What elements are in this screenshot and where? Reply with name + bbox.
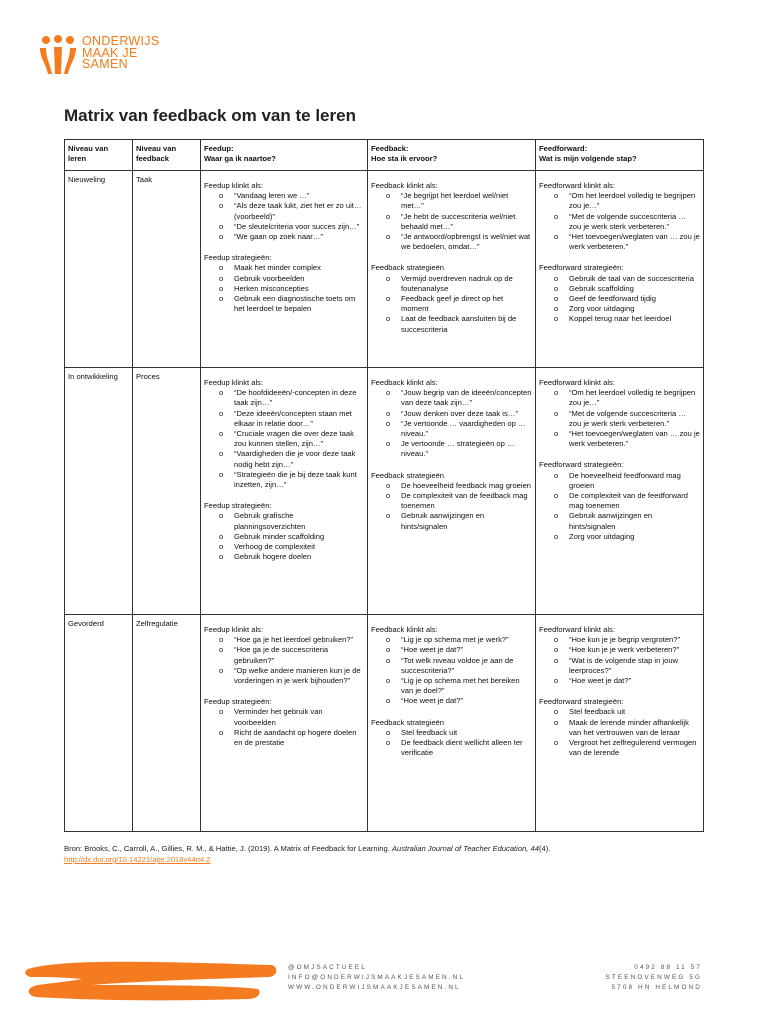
footer-social: @OMJSACTUEEL	[288, 964, 367, 971]
list-item: o Geef de feedforward tijdig	[569, 294, 700, 304]
logo-line: ONDERWIJS	[82, 34, 160, 48]
logo-line: SAMEN	[82, 57, 128, 71]
list-item: o “Deze ideeën/concepten staan met elkaar in relatie door…”	[234, 409, 364, 429]
citation-issue: (4).	[538, 844, 551, 853]
list-item: o Gebruik een diagnostische toets om het leerdoel te bepalen	[234, 294, 364, 314]
list-item: o “Het toevoegen/weglaten van … zou je werk verbeteren.”	[569, 429, 700, 449]
feedforward-strategies-list	[539, 274, 700, 325]
list-item: o “De hoofdideeën/-concepten in deze taak zijn…”	[234, 388, 364, 408]
list-item: o “Om het leerdoel volledig te begrijpen zou je…”	[569, 388, 700, 408]
feedback-examples-list	[371, 635, 532, 706]
list-item: o “Als deze taak lukt, ziet het er zo uit… (voorbeeld)”	[234, 201, 364, 221]
list-item: o “Cruciale vragen die over deze taak zou kunnen stellen, zijn…”	[234, 429, 364, 449]
list-item: o De hoeveelheid feedback mag groeien	[401, 481, 532, 491]
list-item: o “Je antwoord/opbrengst is wel/niet wat we bedoelen, omdat…”	[401, 232, 532, 252]
feedback-examples-list	[371, 388, 532, 459]
header-niveau-leren: Niveau van leren	[65, 140, 133, 171]
feedback-strategies-title: Feedback strategieën	[371, 717, 445, 727]
feedback-strategies-list	[371, 728, 532, 759]
cell-niveau-feedback: Taak	[133, 171, 201, 368]
feedback-matrix-table	[64, 139, 704, 832]
list-item: o De complexiteit van de feedforward mag toenemen	[569, 491, 700, 511]
feedforward-strategies-list	[539, 707, 700, 758]
list-item: o Verminder het gebruik van voorbeelden	[234, 707, 364, 727]
footer-city: 5708 HN HELMOND	[611, 984, 702, 992]
feedforward-examples-list	[539, 388, 700, 449]
table-row	[65, 368, 704, 615]
list-item: o “Strategieën die je bij deze taak kunt inzetten, zijn…”	[234, 470, 364, 490]
logo-line: MAAK JE	[82, 45, 138, 60]
feedback-sounds-like-title: Feedback klinkt als:	[371, 625, 438, 634]
feedforward-examples-list	[539, 635, 700, 686]
feedup-strategies-title: Feedup strategieën:	[204, 697, 272, 707]
feedup-strategies-title: Feedup strategieën:	[204, 253, 272, 263]
list-item: o “Vaardigheden die je voor deze taak nodig hebt zijn…”	[234, 449, 364, 469]
footer-phone: 0492 88 11 57	[634, 964, 702, 971]
list-item: o “Hoe weet je dat?”	[569, 676, 700, 686]
feedup-sounds-like-title: Feedup klinkt als:	[204, 181, 264, 190]
list-item: o Vergroot het zelfregulerend vermogen van de lerende	[569, 738, 700, 758]
cell-niveau-feedback: Zelfregulatie	[133, 615, 201, 832]
cell-niveau-leren: Gevorderd	[65, 615, 133, 832]
feedback-strategies-list	[371, 274, 532, 335]
feedup-strategies-list	[204, 707, 364, 748]
feedforward-examples-list	[539, 191, 700, 252]
feedback-strategies-title: Feedback strategieën	[371, 263, 445, 273]
list-item: o “Lig je op schema met je werk?”	[401, 635, 532, 645]
list-item: o “De sleutelcriteria voor succes zijn…”	[234, 222, 364, 232]
footer-address	[606, 963, 702, 994]
list-item: o “Jouw denken over deze taak is…”	[401, 409, 532, 419]
list-item: o “Je vertoonde … vaardigheden op … niveau.”	[401, 419, 532, 439]
feedback-sounds-like-title: Feedback klinkt als:	[371, 378, 438, 387]
feedup-strategies-list	[204, 263, 364, 314]
list-item: o “Je begrijpt het leerdoel wel/niet met…”	[401, 191, 532, 211]
list-item: o “Lig je op schema met het bereiken van je doel?”	[401, 676, 532, 696]
list-item: o Maak het minder complex	[234, 263, 364, 273]
list-item: o “Met de volgende succescriteria … zou je werk sterk verbeteren.”	[569, 212, 700, 232]
footer-website[interactable]: WWW.ONDERWIJSMAAKJESAMEN.NL	[288, 984, 461, 992]
list-item: o Gebruik aanwijzingen en hints/signalen	[569, 511, 700, 531]
list-item: o “Hoe ga je de succescriteria gebruiken?”	[234, 645, 364, 665]
list-item: o Gebruik minder scaffolding	[234, 532, 364, 542]
list-item: o Richt de aandacht op hogere doelen en de prestatie	[234, 728, 364, 748]
feedup-examples-list	[204, 635, 364, 686]
feedup-strategies-title: Feedup strategieën:	[204, 501, 272, 511]
source-citation	[64, 843, 704, 865]
logo-text	[82, 36, 159, 71]
list-item: o Gebruik hogere doelen	[234, 552, 364, 562]
table-header-row	[65, 140, 704, 171]
list-item: o Je vertoonde … strategieën op … niveau.”	[401, 439, 532, 459]
feedback-strategies-list	[371, 481, 532, 532]
list-item: o Laat de feedback aansluiten bij de succescriteria	[401, 314, 532, 334]
list-item: o “Hoe weet je dat?”	[401, 645, 532, 655]
list-item: o “Met de volgende succescriteria … zou je werk sterk verbeteren.”	[569, 409, 700, 429]
people-group-icon	[38, 34, 78, 76]
header-niveau-feedback: Niveau van feedback	[133, 140, 201, 171]
feedback-strategies-title: Feedback strategieën	[371, 470, 445, 480]
list-item: o Gebruik de taal van de succescriteria	[569, 274, 700, 284]
feedforward-strategies-title: Feedforward strategieën:	[539, 460, 624, 470]
feedforward-strategies-title: Feedforward strategieën:	[539, 263, 624, 273]
list-item: o De complexiteit van de feedback mag toenemen	[401, 491, 532, 511]
list-item: o Stel feedback uit	[401, 728, 532, 738]
list-item: o Zorg voor uitdaging	[569, 304, 700, 314]
cell-feedforward	[536, 171, 704, 368]
list-item: o “Hoe weet je dat?”	[401, 696, 532, 706]
list-item: o Verhoog de complexiteit	[234, 542, 364, 552]
list-item: o “Op welke andere manieren kun je de vorderingen in je werk bijhouden?”	[234, 666, 364, 686]
doi-link[interactable]: http://dx.doi.org/10.14221/ajte.2018v44n4.2	[64, 855, 211, 864]
list-item: o “Hoe kun je je begrip vergroten?”	[569, 635, 700, 645]
cell-feedup	[201, 171, 368, 368]
list-item: o Stel feedback uit	[569, 707, 700, 717]
feedup-examples-list	[204, 191, 364, 242]
cell-niveau-feedback: Proces	[133, 368, 201, 615]
cell-feedback	[368, 615, 536, 832]
list-item: o “Het toevoegen/weglaten van … zou je werk verbeteren.”	[569, 232, 700, 252]
feedup-strategies-list	[204, 511, 364, 562]
cell-feedforward	[536, 615, 704, 832]
cell-feedback	[368, 368, 536, 615]
cell-niveau-leren: In ontwikkeling	[65, 368, 133, 615]
list-item: o “We gaan op zoek naar…”	[234, 232, 364, 242]
page-title: Matrix van feedback om van te leren	[64, 106, 356, 125]
header-feedforward: Feedforward: Wat is mijn volgende stap?	[536, 140, 704, 171]
header-feedup: Feedup: Waar ga ik naartoe?	[201, 140, 368, 171]
citation-journal: Australian Journal of Teacher Education, 44	[391, 844, 539, 853]
list-item: o “Wat is de volgende stap in jouw leerproces?”	[569, 656, 700, 676]
cell-niveau-leren: Nieuweling	[65, 171, 133, 368]
list-item: o Feedback geef je direct op het moment	[401, 294, 532, 314]
feedforward-sounds-like-title: Feedforward klinkt als:	[539, 378, 615, 387]
footer-street: STEENOVENWEG 5G	[605, 974, 702, 982]
list-item: o Koppel terug naar het leerdoel	[569, 314, 700, 324]
footer-email[interactable]: INFO@ONDERWIJSMAAKJESAMEN.NL	[288, 974, 466, 982]
list-item: o Zorg voor uitdaging	[569, 532, 700, 542]
list-item: o De feedback dient wellicht alleen ter verificatie	[401, 738, 532, 758]
feedup-sounds-like-title: Feedup klinkt als:	[204, 625, 264, 634]
feedback-examples-list	[371, 191, 532, 252]
brush-stroke-decoration	[22, 955, 280, 1005]
list-item: o “Tot welk niveau voldoe je aan de succescriteria?”	[401, 656, 532, 676]
feedforward-strategies-title: Feedforward strategieën:	[539, 697, 624, 707]
feedback-sounds-like-title: Feedback klinkt als:	[371, 181, 438, 190]
feedup-sounds-like-title: Feedup klinkt als:	[204, 378, 264, 387]
cell-feedback	[368, 171, 536, 368]
list-item: o Gebruik aanwijzingen en hints/signalen	[401, 511, 532, 531]
list-item: o De hoeveelheid feedforward mag groeien	[569, 471, 700, 491]
citation-text: Bron: Brooks, C., Carroll, A., Gillies, R. M., & Hattie, J. (2019). A Matrix of Feedback for Learning.	[64, 844, 392, 853]
header-feedback: Feedback: Hoe sta ik ervoor?	[368, 140, 536, 171]
feedforward-sounds-like-title: Feedforward klinkt als:	[539, 181, 615, 190]
list-item: o Vermijd overdreven nadruk op de foutenanalyse	[401, 274, 532, 294]
footer-contact	[288, 963, 465, 994]
feedforward-strategies-list	[539, 471, 700, 542]
list-item: o Herken misconcepties	[234, 284, 364, 294]
cell-feedup	[201, 615, 368, 832]
cell-feedup	[201, 368, 368, 615]
cell-feedforward	[536, 368, 704, 615]
list-item: o Gebruik grafische planningsoverzichten	[234, 511, 364, 531]
table-row	[65, 615, 704, 832]
feedup-examples-list	[204, 388, 364, 490]
list-item: o “Jouw begrip van de ideeën/concepten van deze taak zijn…”	[401, 388, 532, 408]
logo	[38, 34, 178, 76]
list-item: o “Om het leerdoel volledig te begrijpen zou je…”	[569, 191, 700, 211]
feedforward-sounds-like-title: Feedforward klinkt als:	[539, 625, 615, 634]
list-item: o “Vandaag leren we …”	[234, 191, 364, 201]
list-item: o “Hoe kun je je werk verbeteren?”	[569, 645, 700, 655]
list-item: o Gebruik voorbeelden	[234, 274, 364, 284]
table-row	[65, 171, 704, 368]
list-item: o Gebruik scaffolding	[569, 284, 700, 294]
list-item: o Maak de lerende minder afhankelijk van het vertrouwen van de leraar	[569, 718, 700, 738]
list-item: o “Hoe ga je het leerdoel gebruiken?”	[234, 635, 364, 645]
list-item: o “Je hebt de succescriteria wel/niet behaald met…”	[401, 212, 532, 232]
